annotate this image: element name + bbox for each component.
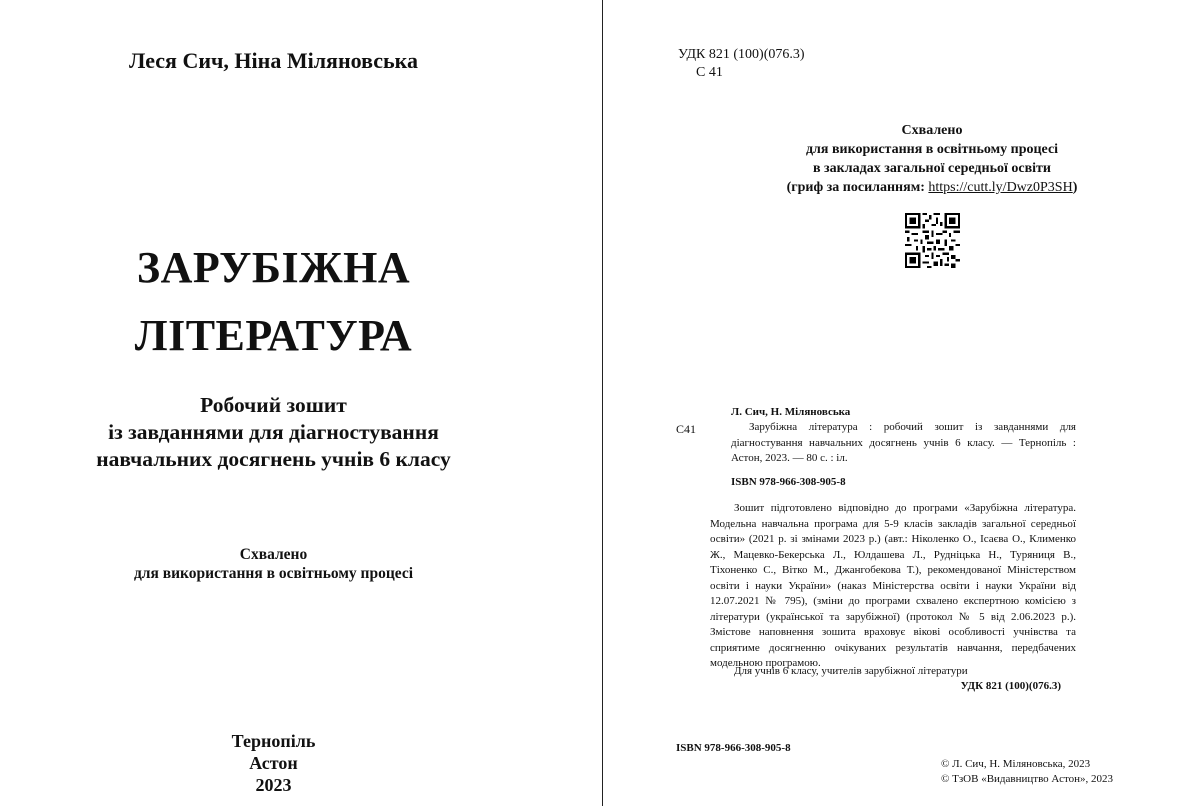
publisher-block <box>0 730 547 796</box>
grif-link[interactable]: https://cutt.ly/Dwz0P3SH <box>928 180 1073 195</box>
card-description: Зарубіжна література : робочий зошит із завданнями для діагностування навчальних досягнень учнів 6 класу. — Тернопіль : Астон, 2023. — 80 с. : іл. <box>731 421 1076 464</box>
catalog-code: С 41 <box>696 65 723 80</box>
page-divider <box>602 0 603 806</box>
card-annotation: Зошит підготовлено відповідно до програми «Зарубіжна література. Модельна навчальна програма для 5-9 класів закладів загальної середньої освіти» (2021 р. зі змінами 2023 р.) (авт.: Ніколенко О., Ісаєва О., Клименко Ж., Мацевко-Бекерська Л., Юлдашева Л., Рудніцька Н., Туряниця В., Тіхоненко С., Вітко М., Джангобекова Т.), рекомендованої Міністерством освіти і науки України» (наказ Міністерства освіти і науки України від 12.07.2021 № 795), (зміни до програми схвалено експертною комісією з літератури (української та зарубіжної) (протокол № 5 від 2.06.2023 р.). Змістове наповнення зошита враховує вікові особливості учнівства та сприятиме досягненню очікуваних результатів навчання, передбачених модельною програмою. <box>710 502 1076 669</box>
approval-line: для використання в освітньому процесі <box>805 142 1059 157</box>
book-subtitle <box>0 392 547 473</box>
grif-prefix: (гриф за посиланням: <box>786 180 929 195</box>
approval-line: в закладах загальної середньої освіти <box>813 161 1051 176</box>
publication-year: 2023 <box>255 775 292 795</box>
approval-note <box>0 545 547 583</box>
subtitle-line: навчальних досягнень учнів 6 класу <box>96 447 451 471</box>
approval-line: Схвалено <box>901 123 963 138</box>
card-catalog-code: С41 <box>676 422 697 436</box>
udk-code: УДК 821 (100)(076.3) <box>678 47 805 62</box>
card-author: Л. Сич, Н. Міляновська <box>731 406 851 418</box>
card-udk: УДК 821 (100)(076.3) <box>960 680 1061 692</box>
grif-line <box>676 178 1188 197</box>
approval-line: для використання в освітньому процесі <box>133 565 414 582</box>
book-title-line-1: ЗАРУБІЖНА <box>136 243 411 292</box>
subtitle-line: Робочий зошит <box>200 393 347 417</box>
book-title-line-2: ЛІТЕРАТУРА <box>134 311 413 360</box>
card-isbn: ISBN 978-966-308-905-8 <box>731 476 846 488</box>
approval-stamp <box>676 121 1188 197</box>
publisher-city: Тернопіль <box>231 731 316 751</box>
copyright-block <box>941 757 1113 787</box>
grif-suffix: ) <box>1072 180 1078 195</box>
card-target-readers: Для учнів 6 класу, учителів зарубіжної літератури <box>734 665 968 677</box>
copyright-line: © Л. Сич, Н. Міляновська, 2023 <box>941 758 1091 770</box>
copyright-line: © ТзОВ «Видавництво Астон», 2023 <box>941 773 1114 785</box>
udk-header <box>678 46 805 82</box>
approval-line: Схвалено <box>239 546 308 563</box>
qr-code-icon[interactable] <box>905 213 960 268</box>
subtitle-line: із завданнями для діагностування <box>108 420 439 444</box>
authors: Леся Сич, Ніна Міляновська <box>129 48 418 73</box>
isbn: ISBN 978-966-308-905-8 <box>676 742 791 754</box>
publisher-name: Астон <box>249 753 298 773</box>
